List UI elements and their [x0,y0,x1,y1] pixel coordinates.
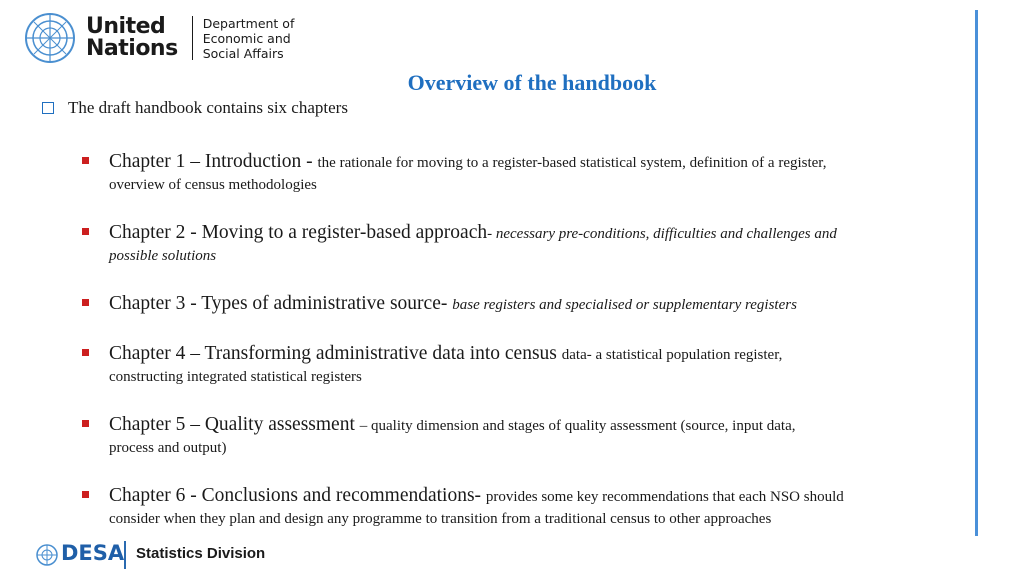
lead-text: The draft handbook contains six chapters [68,98,348,117]
chapter-description-cont: overview of census methodologies [109,177,317,193]
square-bullet-icon [82,299,89,306]
chapter-item [82,414,982,457]
chapter-description: - necessary pre-conditions, difficulties and challenges and [487,226,837,242]
square-bullet-icon [82,228,89,235]
chapter-heading: Chapter 6 - Conclusions and recommendations- [109,485,486,506]
chapter-description: the rationale for moving to a register-based statistical system, definition of a register, [317,155,827,171]
chapter-description: data- a statistical population register, [561,347,783,363]
square-bullet-icon [82,349,89,356]
chapter-item [82,485,982,528]
chapter-description-cont: consider when they plan and design any programme to transition from a traditional census to other approaches [109,511,772,527]
lead-bullet [42,98,348,118]
checkbox-bullet-icon [42,102,54,114]
slide-title: Overview of the handbook [407,70,657,95]
chapter-description-cont: process and output) [109,440,227,456]
chapter-item [82,151,982,194]
department-line1: Department of [202,15,295,31]
chapter-heading: Chapter 1 – Introduction - [109,151,318,172]
department-line3: Social Affairs [202,45,284,61]
square-bullet-icon [82,491,89,498]
un-wordmark [86,16,178,60]
statistics-division-label: Statistics Division [136,545,266,562]
chapter-item [82,343,982,386]
un-desa-logo [24,12,294,64]
footer-divider [124,541,126,569]
department-line2: Economic and [202,30,291,46]
chapter-description: – quality dimension and stages of quality assessment (source, input data, [359,418,796,434]
department-name [203,16,295,61]
desa-wordmark: DESA [61,541,125,565]
chapter-description-cont: constructing integrated statistical registers [109,369,362,385]
un-wordmark-line1: United [86,14,166,39]
chapter-item [82,293,982,315]
chapter-item [82,222,982,265]
header-divider [192,16,193,60]
chapter-description-cont: possible solutions [109,248,217,264]
chapter-heading: Chapter 3 - Types of administrative source- [109,293,453,314]
chapter-description: base registers and specialised or supplementary registers [452,297,797,313]
un-emblem-icon [24,12,76,64]
un-wordmark-line2: Nations [86,36,178,61]
chapter-heading: Chapter 2 - Moving to a register-based approach [109,222,488,243]
square-bullet-icon [82,420,89,427]
square-bullet-icon [82,157,89,164]
chapter-heading: Chapter 5 – Quality assessment [109,414,360,435]
un-emblem-small-icon [36,544,58,566]
chapter-heading: Chapter 4 – Transforming administrative data into census [109,343,562,364]
chapter-description: provides some key recommendations that each NSO should [485,489,844,505]
